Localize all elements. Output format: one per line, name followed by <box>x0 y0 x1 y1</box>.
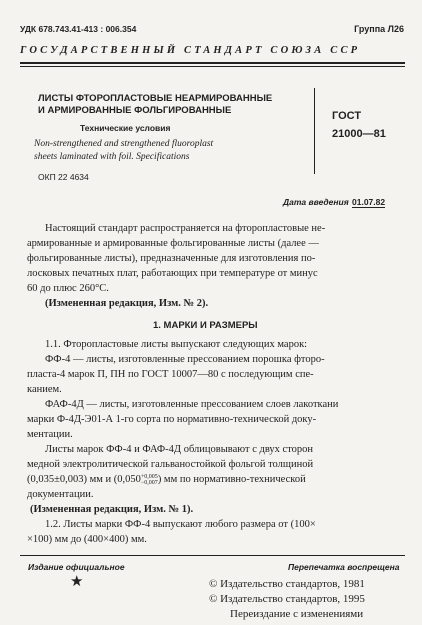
faf4d-line1: ФАФ-4Д — листы, изготовленные прессованием слоев лакоткани <box>45 399 339 410</box>
header-rule-bottom <box>20 66 405 67</box>
clause-1-2-line1: 1.2. Листы марки ФФ-4 выпускают любого размера от (100× <box>45 519 316 530</box>
standard-heading: ГОСУДАРСТВЕННЫЙ СТАНДАРТ СОЮЗА ССР <box>20 45 361 56</box>
english-title-line-1: Non-strengthened and strengthened fluoroplast <box>34 139 214 149</box>
tolerance <box>141 474 158 486</box>
section-1-heading: 1. МАРКИ И РАЗМЕРЫ <box>153 320 258 331</box>
thickness-text: (0,035±0,003) мм и (0,050 <box>27 474 141 485</box>
group-code: Группа Л26 <box>354 24 404 34</box>
para1-line3: фольгированные листы), предназначенные для изготовления по- <box>27 253 316 264</box>
tolerance-minus: −0,007 <box>140 479 158 486</box>
ff4-line1: ФФ-4 — листы, изготовленные прессованием порошка фторо- <box>45 354 325 365</box>
official-edition: Издание официальное <box>28 562 125 572</box>
okp-code: ОКП 22 4634 <box>38 172 89 182</box>
revision-note-2: (Измененная редакция, Изм. № 2). <box>45 298 209 309</box>
para1-line5: 60 до плюс 260°C. <box>27 283 109 294</box>
footer-rule <box>20 555 405 556</box>
para1-line2: армированные и армированные фольгированные листы (далее — <box>27 238 319 249</box>
tolerance-plus: +0,005 <box>140 473 158 480</box>
publisher-1995: © Издательство стандартов, 1995 <box>209 593 365 605</box>
gost-label: ГОСТ <box>332 110 362 122</box>
english-title-line-2: sheets laminated with foil. Specifications <box>34 152 190 162</box>
star-icon: ★ <box>70 574 84 590</box>
header-rule-top <box>20 62 405 64</box>
faf4d-line2: марки Ф-4Д-Э01-А 1-го сорта по нормативно-технической доку- <box>27 414 317 425</box>
faf4d-line3: ментации. <box>27 429 73 440</box>
para1-line1: Настоящий стандарт распространяется на фторопластовые не- <box>45 223 326 234</box>
intro-date-label: Дата введения <box>283 197 349 207</box>
title-line-1: ЛИСТЫ ФТОРОПЛАСТОВЫЕ НЕАРМИРОВАННЫЕ <box>38 93 273 104</box>
title-divider <box>314 88 315 174</box>
publisher-1981: © Издательство стандартов, 1981 <box>209 578 365 590</box>
ff4-line3: канием. <box>27 384 62 395</box>
reissue-note: Переиздание с изменениями <box>230 608 364 620</box>
title-line-2: И АРМИРОВАННЫЕ ФОЛЬГИРОВАННЫЕ <box>38 105 232 116</box>
clause-1-1: 1.1. Фторопластовые листы выпускают следующих марок: <box>45 339 308 350</box>
lamination-line2: медной электролитической гальваностойкой фольгой толщиной <box>27 459 314 470</box>
subtitle: Технические условия <box>80 123 171 133</box>
lamination-line3 <box>27 472 306 487</box>
lamination-line4: документации. <box>27 489 94 500</box>
udk-code: УДК 678.743.41-413 : 006.354 <box>20 24 137 34</box>
para1-line4: лосковых печатных плат, работающих при температуре от минус <box>27 268 318 279</box>
reprint-forbidden: Перепечатка воспрещена <box>288 562 400 572</box>
thickness-text-end: ) мм по нормативно-технической <box>157 474 306 485</box>
intro-date-value: 01.07.82 <box>352 197 386 207</box>
revision-note-1: (Измененная редакция, Изм. № 1). <box>30 504 194 515</box>
gost-number: 21000—81 <box>332 128 386 140</box>
ff4-line2: пласта-4 марок П, ПН по ГОСТ 10007—80 с последующим спе- <box>27 369 314 380</box>
lamination-line1: Листы марок ФФ-4 и ФАФ-4Д облицовывают с двух сторон <box>45 444 314 455</box>
clause-1-2-line2: ×100) мм до (400×400) мм. <box>27 534 147 545</box>
